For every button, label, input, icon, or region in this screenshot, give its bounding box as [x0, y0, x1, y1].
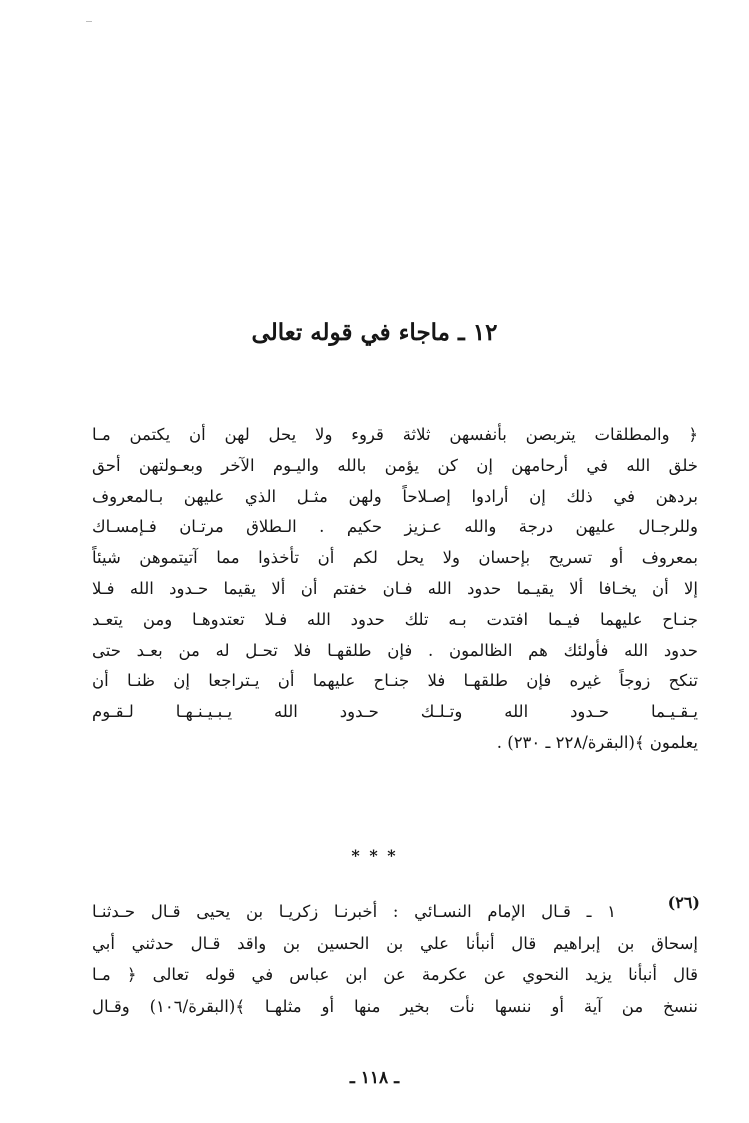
verse-line: حدود الله فأولئك هم الظالمون . فإن طلقهـا فلا تحـل له من بعـد حتى [92, 640, 698, 660]
corner-mark [86, 21, 92, 22]
verse-line: خلق الله في أرحامهن إن كن يؤمن بالله واليـوم الآخر وبعـولتهن أحق [92, 455, 698, 475]
chapter-heading: ١٢ ـ ماجاء في قوله تعالى [251, 319, 498, 346]
verse-line: بردهن في ذلك إن أرادوا إصـلاحاً ولهن مثـل الذي عليهن بـالمعروف [92, 486, 698, 506]
quran-verse-block [92, 420, 698, 759]
verse-line: يـقـيـما حـدود الله وتـلـك حـدود الله يـبـيـنـهـا لـقـوم [92, 702, 698, 722]
hadith-number: (٢٦) [667, 893, 700, 912]
hadith-line: ننسخ من آية أو ننسها نأت بخير منها أو مثلهـا ﴾(البقرة/١٠٦) وقـال [92, 996, 698, 1016]
verse-line: جنـاح عليهما فيـما افتدت بـه تلك حدود الله فـلا تعتدوهـا ومن يتعـد [92, 609, 698, 629]
verse-line: وللرجـال عليهن درجة والله عـزيز حكيم . الـطلاق مرتـان فـإمسـاك [92, 517, 698, 537]
verse-line: تنكح زوجاً غيره فإن طلقهـا فلا جنـاح عليهما أن يـتراجعا إن ظنـا أن [92, 671, 698, 691]
hadith-text-block [92, 896, 698, 1022]
verse-line: بمعروف أو تسريح بإحسان ولا يحل لكم أن تأخذوا مما آتيتموهن شيئاً [92, 548, 698, 568]
verse-line: يعلمون ﴾(البقرة/٢٢٨ ـ ٢٣٠) . [496, 732, 698, 752]
verse-line: ﴿ والمطلقات يتربصن بأنفسهن ثلاثة قروء ولا يحل لهن أن يكتمن مـا [92, 425, 698, 444]
hadith-line: إسحاق بن إبراهيم قال أنبأنا علي بن الحسين بن واقد قـال حدثني أبي [92, 933, 698, 953]
hadith-line: ١ ـ قـال الإمام النسـائي : أخبرنـا زكريـا بن يحيى قـال حـدثنـا [92, 902, 616, 921]
page-number: ـ ١١٨ ـ [349, 1068, 400, 1088]
section-separator: * * * [351, 846, 398, 865]
hadith-line: قال أنبأنا يزيد النحوي عن عكرمة عن ابن عباس في قوله تعالى ﴿ مـا [92, 965, 698, 984]
verse-line: إلا أن يخـافا ألا يقيـما حدود الله فـان خفتم أن ألا يقيما حـدود الله فـلا [92, 578, 698, 598]
